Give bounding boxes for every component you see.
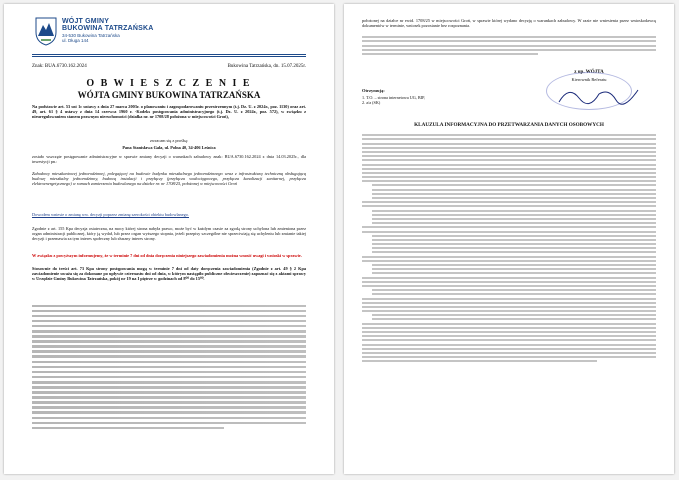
office-name-2: BUKOWINA TATRZAŃSKA (62, 25, 154, 32)
distribution-item: 2. a/a (SK) (362, 100, 381, 105)
proceeding-paragraph: zostało wszczęte postępowanie administracyjne w sprawie zmiany decyzji o warunkach zabudowy znak: BUA.6730.162.2024 z dnia 14.03.2025r., dla inwestycji pn.: (32, 154, 306, 165)
signature-block (534, 70, 644, 110)
body-text-block (32, 302, 306, 432)
investment-description: Zabudowy mieszkaniowej jednorodzinnej, polegającej na budowie budynku mieszkalnego jednorodzinnego wraz z infrastrukturą techniczną obsługującą budowę mieszkalny jednorodzinny, budową instalacji i przyłączy (przyłącza wodociągowego, przyłącza kanalizacji sanitarnej, przyłącza elektroenergetycznego) w ramach zamierzenia budowlanego na działce nr. nr 1708/25, położonej w miejscowości Groń (32, 171, 306, 187)
place-date: Bukowina Tatrzańska, dn. 15.07.2025r. (227, 64, 306, 69)
signature-title: z up. WÓJTA (574, 70, 604, 75)
applicant-line: Pana Stanisława Gała, ul. Polna 40, 34-406 Leśnica (122, 145, 216, 150)
deadline-paragraph: W związku z powyższym informujemy, że w terminie 7 dni od dnia doręczenia niniejszego zawiadomienia można wnosić uwagi i wnioski w sprawie. (32, 253, 302, 258)
gdpr-clause-title: KLAUZULA INFORMACYJNA DO PRZETWARZANIA DANYCH OSOBOWYCH (414, 122, 604, 128)
distribution-heading: Otrzymują: (362, 88, 385, 93)
continuation-text-block (362, 34, 656, 57)
office-header (62, 18, 154, 43)
continuation-paragraph: położonej na działce nr ewid. 1708/25 w miejscowości Groń, w sprawie której wydano decyzję o warunkach zabudowy. W razie nie wniesienia przez wnioskodawcę dokumentów w terminie, wniosek pozostanie bez rozpoznania. (362, 18, 656, 29)
kpa-155-paragraph: Zgodnie z art. 155 Kpa decyzja ostateczna, na mocy której strona nabyła prawo, może być w każdym czasie za zgodą strony uchylona lub zmieniona przez organ administracji publicznej, który ją wydał, lub przez organ wyższego stopnia, jeżeli przepisy szczególne nie sprzeciwiają się uchyleniu lub zmianie takiej decyzji i przemawia za tym interes społeczny lub słuszny interes strony. (32, 226, 306, 242)
signature-subtitle: Kierownik Referatu (571, 77, 607, 82)
announcement-page-2 (344, 4, 674, 474)
office-address: 34-530 Bukowina Tatrzańska (62, 33, 120, 38)
gdpr-clause-text (362, 132, 656, 365)
office-name: WÓJT GMINY (62, 18, 110, 25)
office-street: ul. Długa 144 (62, 38, 89, 43)
kpa-73-paragraph: Stosownie do treści art. 73 Kpa strony postępowania mogą w terminie 7 dni od daty doręczenia zawiadomienia (Zgodnie z art. 49 § 2 Kpa zawiadomienie uważa się za dokonane po upływie czternastu dni od dnia, w którym nastąpiło publiczne obwieszczenie) zapoznać się z aktami sprawy w Urzędzie Gminy Bukowina Tatrzańska, pokój nr 19 na I piętrze w godzinach od 8⁰⁰ do 15⁰⁰. (32, 266, 306, 282)
header-divider (32, 54, 306, 55)
municipal-crest-icon (34, 16, 58, 46)
legal-basis-paragraph: Na podstawie art. 53 ust 1c ustawy z dnia 27 marca 2003r. o planowaniu i zagospodarowaniu przestrzennym (t.j. Dz. U. z 2024r., poz. 1130) oraz art. 49, art. 61 § 4 ustawy z dnia 14 czerwca 1960 r. -Kodeks postępowania administracyjnego (t.j. Dz. U. z 2024r., poz. 572), w związku z nieuregulowaniem stanem prawnym nieruchomości (działka nr. nr 1708/28 położona w miejscowości Groń), (32, 104, 306, 120)
reference-row (32, 64, 306, 69)
request-line: zwracam się z prośbą: (149, 138, 189, 143)
distribution-list (362, 95, 425, 105)
document-title: O B W I E S Z C Z E N I E (86, 78, 252, 89)
announcement-page-1 (4, 4, 334, 474)
handwritten-signature (554, 80, 644, 110)
reference-number: Znak: BUA.6730.162.2024 (32, 64, 87, 69)
distribution-item: 1. T.O. – strona internetowa UG, BIP, (362, 95, 425, 100)
header-divider-thin (32, 56, 306, 57)
change-request-line: Dowodem wniesie o zmianę ww. decyzji poprzez zmianę szerokości obiektu budowlanego. (32, 212, 189, 217)
document-subtitle: WÓJTA GMINY BUKOWINA TATRZAŃSKA (77, 90, 261, 100)
